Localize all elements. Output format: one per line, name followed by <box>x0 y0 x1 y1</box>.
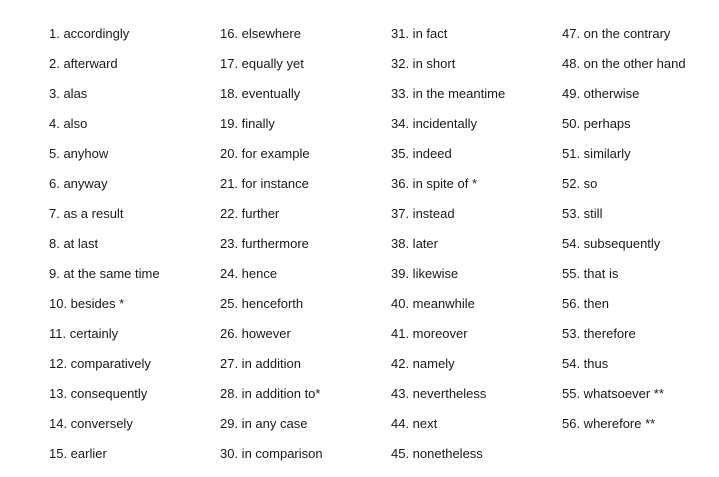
list-item: 5. anyhow <box>49 146 109 161</box>
list-item: 20. for example <box>220 146 310 161</box>
list-item: 2. afterward <box>49 56 118 71</box>
list-item: 56. then <box>562 296 609 311</box>
list-item: 11. certainly <box>49 326 119 341</box>
list-item: 6. anyway <box>49 176 108 191</box>
list-item: 28. in addition to* <box>220 386 321 401</box>
list-item: 8. at last <box>49 236 99 251</box>
list-item: 10. besides * <box>49 296 125 311</box>
column-1 <box>49 24 214 474</box>
list-item: 56. wherefore ** <box>562 416 656 431</box>
list-item: 42. namely <box>391 356 455 371</box>
list-item: 47. on the contrary <box>562 26 671 41</box>
column-4 <box>562 24 687 444</box>
list-item: 33. in the meantime <box>391 86 506 101</box>
list-item: 25. henceforth <box>220 296 304 311</box>
list-item: 22. further <box>220 206 280 221</box>
list-item: 23. furthermore <box>220 236 309 251</box>
list-item: 39. likewise <box>391 266 459 281</box>
list-item: 50. perhaps <box>562 116 631 131</box>
list-item: 29. in any case <box>220 416 308 431</box>
list-item: 16. elsewhere <box>220 26 301 41</box>
list-item: 1. accordingly <box>49 26 130 41</box>
list-item: 40. meanwhile <box>391 296 475 311</box>
list-item: 19. finally <box>220 116 275 131</box>
list-item: 31. in fact <box>391 26 448 41</box>
list-item: 38. later <box>391 236 438 251</box>
list-item: 15. earlier <box>49 446 107 461</box>
list-item: 17. equally yet <box>220 56 304 71</box>
list-item: 9. at the same time <box>49 266 160 281</box>
list-item: 3. alas <box>49 86 88 101</box>
list-item: 52. so <box>562 176 598 191</box>
list-item: 41. moreover <box>391 326 468 341</box>
column-2 <box>220 24 385 474</box>
list-item: 45. nonetheless <box>391 446 483 461</box>
list-item: 37. instead <box>391 206 455 221</box>
list-item: 12. comparatively <box>49 356 151 371</box>
list-item: 53. still <box>562 206 603 221</box>
list-item: 35. indeed <box>391 146 452 161</box>
list-item: 51. similarly <box>562 146 631 161</box>
list-item: 7. as a result <box>49 206 124 221</box>
list-item: 18. eventually <box>220 86 301 101</box>
list-item: 43. nevertheless <box>391 386 487 401</box>
list-item: 55. that is <box>562 266 619 281</box>
list-item: 54. subsequently <box>562 236 661 251</box>
list-item: 32. in short <box>391 56 456 71</box>
column-3 <box>391 24 556 474</box>
list-item: 21. for instance <box>220 176 309 191</box>
list-item: 53. therefore <box>562 326 636 341</box>
list-item: 54. thus <box>562 356 609 371</box>
list-item: 36. in spite of * <box>391 176 477 191</box>
list-item: 14. conversely <box>49 416 133 431</box>
list-item: 55. whatsoever ** <box>562 386 664 401</box>
list-item: 30. in comparison <box>220 446 323 461</box>
list-item: 13. consequently <box>49 386 148 401</box>
list-item: 48. on the other hand <box>562 56 686 71</box>
list-item: 27. in addition <box>220 356 301 371</box>
list-item: 24. hence <box>220 266 278 281</box>
list-item: 34. incidentally <box>391 116 477 131</box>
list-item: 49. otherwise <box>562 86 640 101</box>
list-item: 44. next <box>391 416 438 431</box>
list-item: 26. however <box>220 326 291 341</box>
list-item: 4. also <box>49 116 88 131</box>
